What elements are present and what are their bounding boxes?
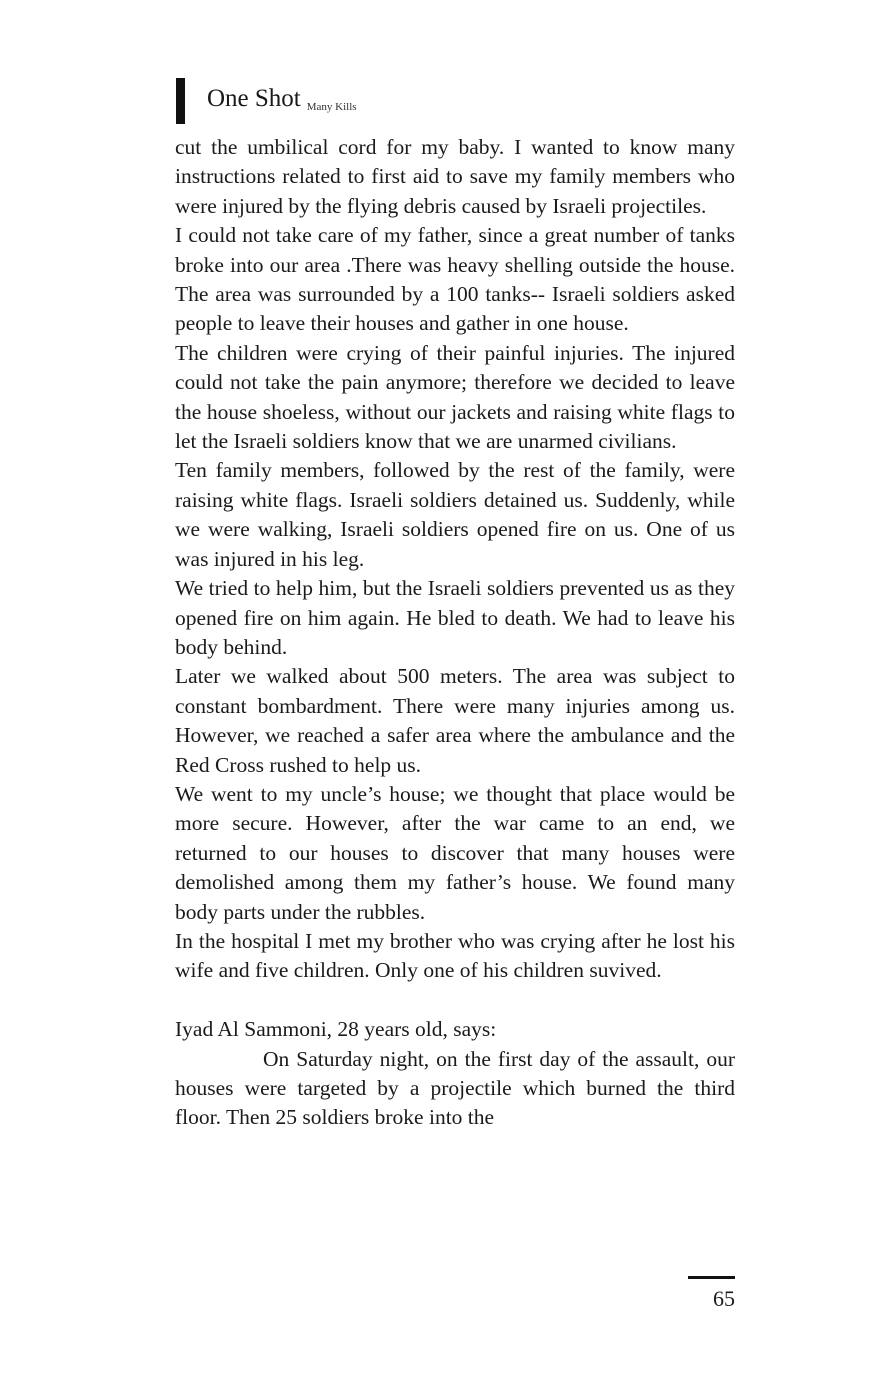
speaker-line: Iyad Al Sammoni, 28 years old, says:: [175, 1017, 497, 1042]
paragraph: The children were crying of their painful injuries. The injured could not take the pain anymore; therefore we decided to leave the house shoeless, without our jackets and raising white flags to let the Israeli soldiers know that we are unarmed civilians.: [175, 340, 735, 454]
testimony-paragraph: On Saturday night, on the first day of the assault, our houses were targeted by a projectile which burned the third floor. Then 25 soldiers broke into the: [175, 1046, 735, 1130]
book-subtitle: Many Kills: [306, 101, 357, 113]
paragraph: I could not take care of my father, since a great number of tanks broke into our area .There was heavy shelling outside the house. The area was surrounded by a 100 tanks-- Israeli soldiers asked people to leave their houses and gather in one house.: [175, 223, 735, 336]
body-text: [175, 133, 735, 1133]
page-number: 65: [713, 1286, 735, 1311]
book-title: One Shot: [207, 85, 301, 112]
paragraph: We tried to help him, but the Israeli soldiers prevented us as they opened fire on him again. He bled to death. We had to leave his body behind.: [175, 576, 735, 659]
page-number-rule: [688, 1276, 735, 1279]
paragraph: In the hospital I met my brother who was crying after he lost his wife and five children. Only one of his children suvived.: [175, 928, 735, 983]
paragraph: cut the umbilical cord for my baby. I wanted to know many instructions related to first aid to save my family members who were injured by the flying debris caused by Israeli projectiles.: [175, 135, 735, 218]
paragraph: Later we walked about 500 meters. The area was subject to constant bombardment. There were many injuries among us. However, we reached a safer area where the ambulance and the Red Cross rushed to help us.: [175, 664, 735, 777]
paragraph: Ten family members, followed by the rest of the family, were raising white flags. Israeli soldiers detained us. Suddenly, while we were walking, Israeli soldiers opened fire on us. One of us was injured in his leg.: [175, 458, 735, 571]
paragraph-spacer: [175, 986, 735, 1015]
paragraph: We went to my uncle’s house; we thought that place would be more secure. However, after the war came to an end, we returned to our houses to discover that many houses were demolished among them my father’s house. We found many body parts under the rubbles.: [175, 781, 735, 924]
header-bar-mark: [176, 78, 185, 124]
running-head: [176, 78, 357, 126]
